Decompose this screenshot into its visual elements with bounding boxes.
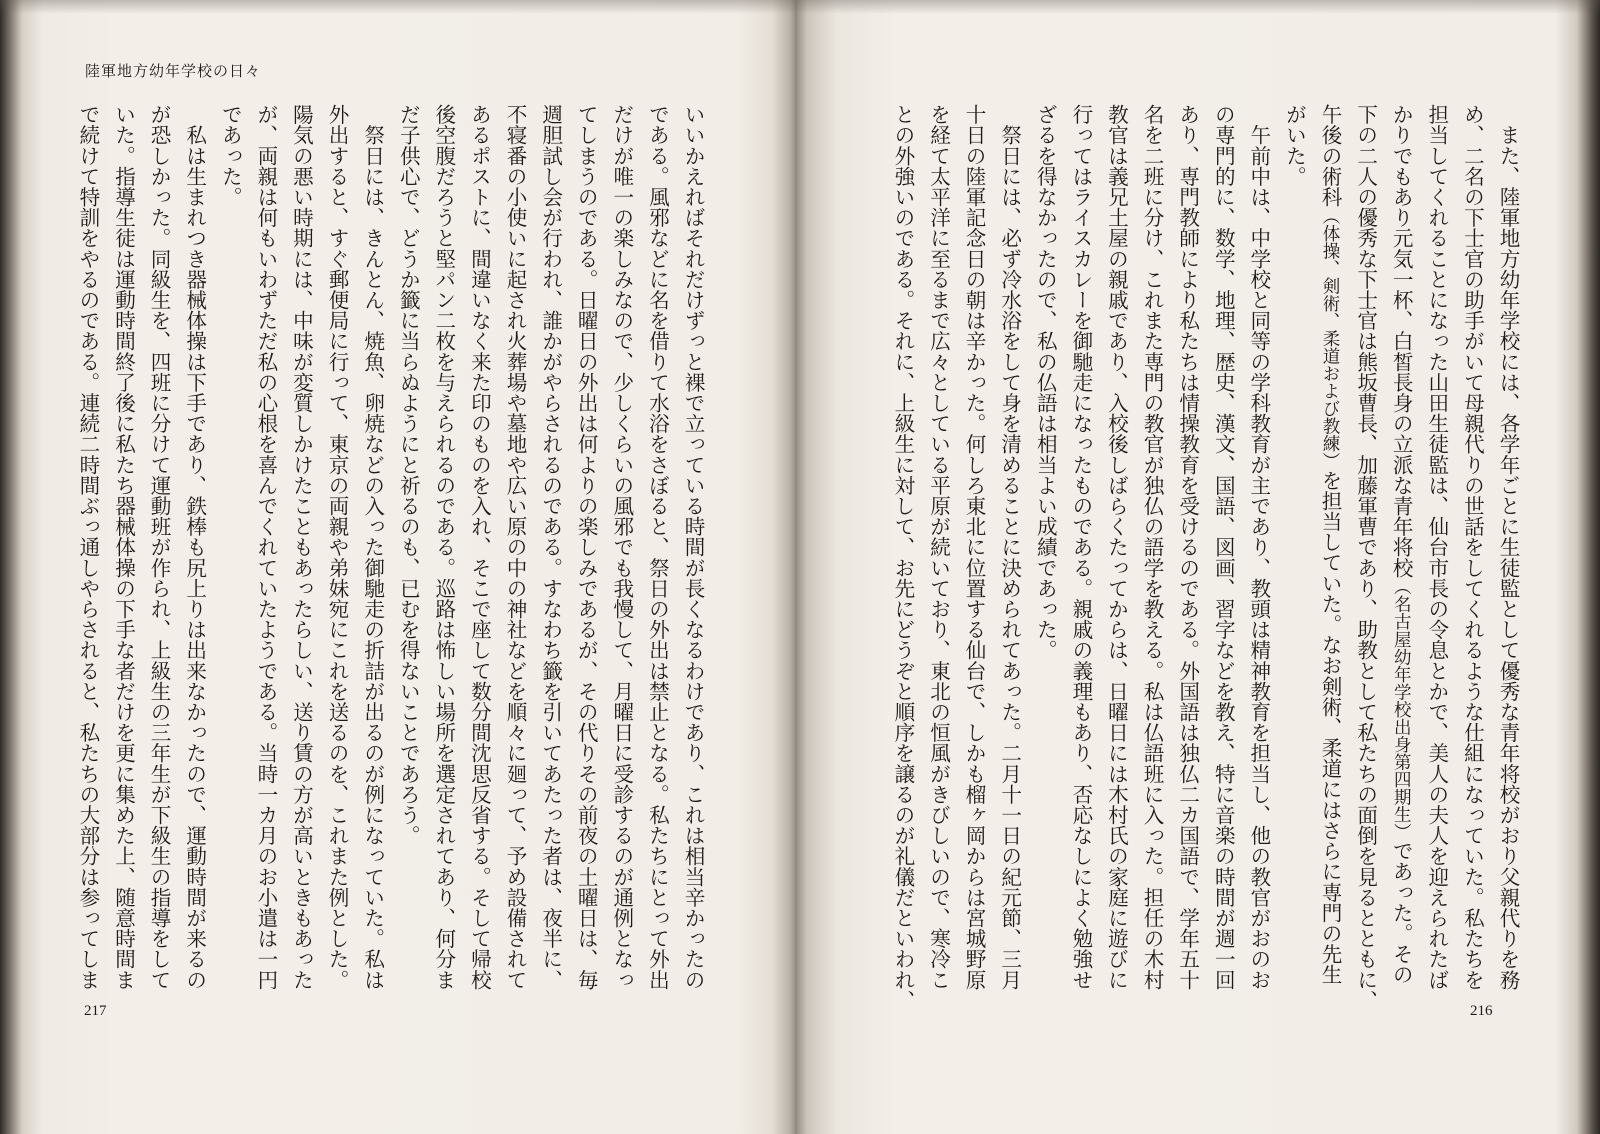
text-column: 祭日には、きんとん、焼魚、卵焼などの入った御馳走の折詰が出るのが例になっていた。私は: [360, 104, 385, 990]
text-column: あり、専門教師により私たちは情操教育を受けるのである。外国語は独仏二カ国語で、学年五十: [1175, 104, 1200, 990]
text-column: 午前中は、中学校と同等の学科教育が主であり、教頭は精神教育を担当し、他の教官がおのお: [1246, 104, 1271, 990]
text-column: 陽気の悪い時期には、中味が変質しかけたこともあったらしい、送り賃の方が高いときもあった: [289, 104, 314, 990]
page-number-right: 216: [1470, 1003, 1493, 1019]
text-column: 私は生まれつき器械体操は下手であり、鉄棒も尻上りは出来なかったので、運動時間が来るの: [182, 104, 207, 990]
text-column: 下の二人の優秀な下士官は熊坂曹長、加藤軍曹であり、助教として私たちの面倒を見るとともに、: [1353, 104, 1378, 1011]
text-column: との外強いのである。それに、上級生に対して、お先にどうぞと順序を譲るのが礼儀だといわれ、: [890, 104, 915, 1011]
text-column: 不寝番の小使いに起され火葬場や墓地や広い原の中の神社などを順々に廻って、予め設備されて: [503, 104, 528, 990]
text-column: である。風邪などに名を借りて水浴をさぼると、祭日の外出は禁止となる。私たちにとって外出: [645, 104, 670, 990]
page-number-left: 217: [84, 1003, 107, 1019]
text-column: いいかえればそれだけずっと裸で立っている時間が長くなるわけであり、これは相当辛かったの: [681, 104, 705, 990]
column-text: 午後の術科: [1318, 104, 1343, 207]
text-column: の専門的に、数学、地理、歴史、漢文、国語、図画、習字などを教え、特に音楽の時間が週一回: [1211, 104, 1236, 990]
text-column: 週胆試し会が行われ、誰かがやらされるのである。すなわち籤を引いてあたった者は、夜半に、: [538, 104, 563, 990]
text-column: 教官は義兄土屋の親戚であり、入校後しばらくたってからは、日曜日には木村氏の家庭に遊びに: [1104, 104, 1129, 990]
text-column: いた。指導生徒は運動時間終了後に私たち器械体操の下手な者だけを更に集めた上、随意時間ま: [111, 104, 136, 990]
text-column: がいた。: [1282, 104, 1307, 187]
text-column: が恐しかった。同級生を、四班に分けて運動班が作られ、上級生の三年生が下級生の指導をして: [147, 104, 172, 990]
text-column: で続けて特訓をやるのである。連続二時間ぶっ通しやらされると、私たちの大部分は参ってしま: [75, 104, 100, 990]
scan-top-shadow: [0, 0, 1600, 14]
text-column: 名を二班に分け、これまた専門の教官が独仏の語学を教える。私は仏語班に入った。担任の木村: [1140, 104, 1165, 990]
running-header: 陸軍地方幼年学校の日々: [85, 62, 262, 80]
parenthetical-note: （体操、剣術、柔道および教練）: [1320, 207, 1341, 470]
text-column: 外出すると、すぐ郵便局に行って、東京の両親や弟妹宛にこれを送るのを、これまた例とした。: [325, 104, 350, 990]
text-column: あるポストに、間違いなく来た印のものを入れ、そこで座して数分間沈思反省する。そして帰校: [467, 104, 492, 990]
text-column: [1383, 104, 1419, 994]
text-column: であった。: [218, 104, 243, 207]
text-column: 後空腹だろうと堅パン二枚を与えられるのである。巡路は怖しい場所を選定されてあり、何分ま: [431, 104, 456, 990]
text-column: ざるを得なかったので、私の仏語は相当よい成績であった。: [1033, 104, 1058, 661]
left-page-text: [69, 104, 710, 994]
text-column: 担当してくれることになった山田生徒監は、仙台市長の令息とかで、美人の夫人を迎えられたば: [1424, 104, 1449, 990]
column-text: であった。その: [1389, 840, 1414, 985]
text-column: め、二名の下士官の助手がいて母親代りの世話をしてくれるような仕組になっていた。私たちを: [1460, 104, 1485, 990]
column-text: かりでもあり元気一杯、白皙長身の立派な青年将校: [1389, 104, 1414, 578]
parenthetical-note: （名古屋幼年学校出身第四期生）: [1391, 577, 1412, 841]
text-column: だけが唯一の楽しみなので、少しくらいの風邪でも我慢して、月曜日に受診するのが通例となっ: [609, 104, 634, 990]
text-column: 祭日には、必ず冷水浴をして身を清めることに決められてあった。二月十一日の紀元節、三月: [997, 104, 1022, 990]
text-column: が、両親は何もいわずただ私の心根を喜んでくれていたようである。当時一カ月のお小遣は一円: [253, 104, 278, 990]
text-column: また、陸軍地方幼年学校には、各学年ごとに生徒監として優秀な青年将校がおり父親代りを務: [1496, 104, 1520, 990]
text-column: だ子供心で、どうか籤に当らぬようにと祈るのも、已むを得ないことであろう。: [396, 104, 421, 846]
text-column: を経て太平洋に至るまで広々としている平原が続いており、東北の恒風がきびしいので、寒冷こ: [926, 104, 951, 990]
text-column: 行ってはライスカレーを御馳走になったものである。親戚の義理もあり、否応なしによく勉強せ: [1068, 104, 1093, 990]
text-column: てしまうのである。日曜日の外出は何よりの楽しみであるが、その代りその前夜の土曜日は、毎: [574, 104, 599, 990]
text-column: [1311, 104, 1347, 994]
text-column: 十日の陸軍記念日の朝は辛かった。何しろ東北に位置する仙台で、しかも榴ヶ岡からは宮城野原: [962, 104, 987, 990]
column-text: を担当していた。なお剣術、柔道にはさらに専門の先生: [1318, 469, 1343, 985]
